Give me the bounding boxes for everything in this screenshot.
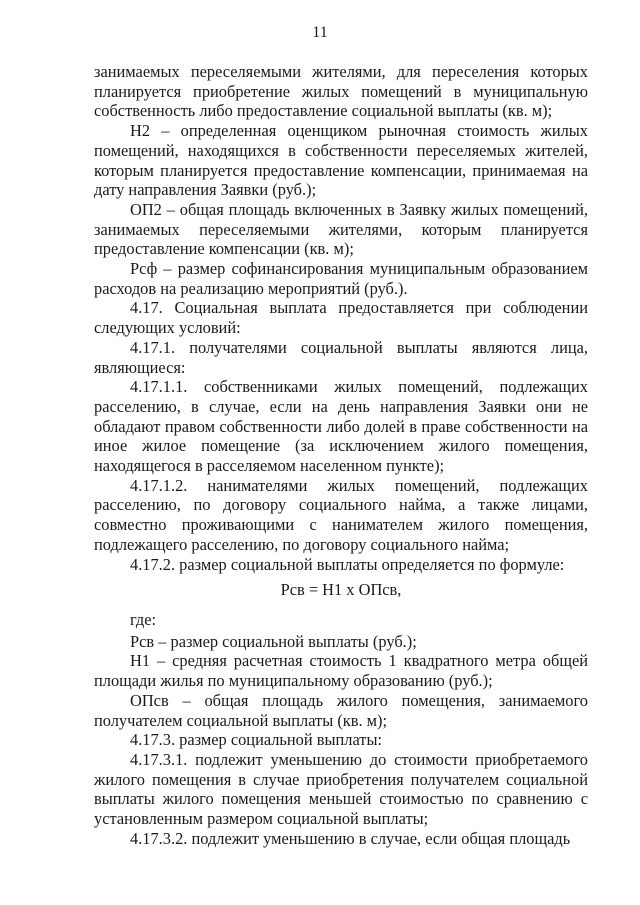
paragraph-4-17-2: 4.17.2. размер социальной выплаты определяется по формуле:	[130, 554, 565, 574]
paragraph-4-17-3-1: 4.17.3.1. подлежит уменьшению до стоимости приобретаемого жилого помещения в случае приобретения получателем социальной выплаты жилого помещения меньшей стоимостью по сравнению с установленным размером социальной выплаты;	[94, 749, 588, 829]
paragraph-4-17-1: 4.17.1. получателями социальной выплаты являются лица, являющиеся:	[94, 337, 588, 377]
page-number: 11	[312, 24, 328, 41]
paragraph-rsv-definition: Рсв – размер социальной выплаты (руб.);	[130, 631, 417, 651]
document-body	[94, 62, 588, 848]
paragraph-where: где:	[130, 609, 157, 629]
paragraph-4-17: 4.17. Социальная выплата предоставляется при соблюдении следующих условий:	[94, 298, 588, 338]
paragraph-4-17-3-2: 4.17.3.2. подлежит уменьшению в случае, если общая площадь	[130, 828, 571, 848]
formula: Рсв = Н1 х ОПсв,	[280, 580, 402, 600]
paragraph-h2-definition: Н2 – определенная оценщиком рыночная стоимость жилых помещений, находящихся в собственности переселяемых жителей, которым планируется предоставление компенсации, принимаемая на дату направления Заявки (руб.);	[94, 121, 588, 200]
paragraph-op2-definition: ОП2 – общая площадь включенных в Заявку жилых помещений, занимаемых переселяемыми жителями, которым планируется предоставление компенсации (кв. м);	[94, 199, 588, 259]
paragraph-4-17-1-2: 4.17.1.2. нанимателями жилых помещений, подлежащих расселению, по договору социального найма, а также лицами, совместно проживающими с нанимателем жилого помещения, подлежащего расселению, по договору социального найма;	[94, 475, 588, 554]
paragraph-rsf-definition: Рсф – размер софинансирования муниципальным образованием расходов на реализацию мероприятий (руб.).	[94, 259, 588, 298]
paragraph-continuation: занимаемых переселяемыми жителями, для переселения которых планируется приобретение жилых помещений в муниципальную собственность либо предоставление социальной выплаты (кв. м);	[94, 62, 588, 121]
paragraph-h1-definition: Н1 – средняя расчетная стоимость 1 квадратного метра общей площади жилья по муниципальному образованию (руб.);	[94, 651, 588, 691]
paragraph-opsv-definition: ОПсв – общая площадь жилого помещения, занимаемого получателем социальной выплаты (кв. м);	[94, 690, 588, 730]
paragraph-4-17-3: 4.17.3. размер социальной выплаты:	[130, 730, 383, 750]
paragraph-4-17-1-1: 4.17.1.1. собственниками жилых помещений, подлежащих расселению, в случае, если на день направления Заявки они не обладают правом собственности либо долей в праве собственности на иное жилое помещение (за исключением жилого помещения, находящегося в расселяемом населенном пункте);	[94, 377, 588, 476]
